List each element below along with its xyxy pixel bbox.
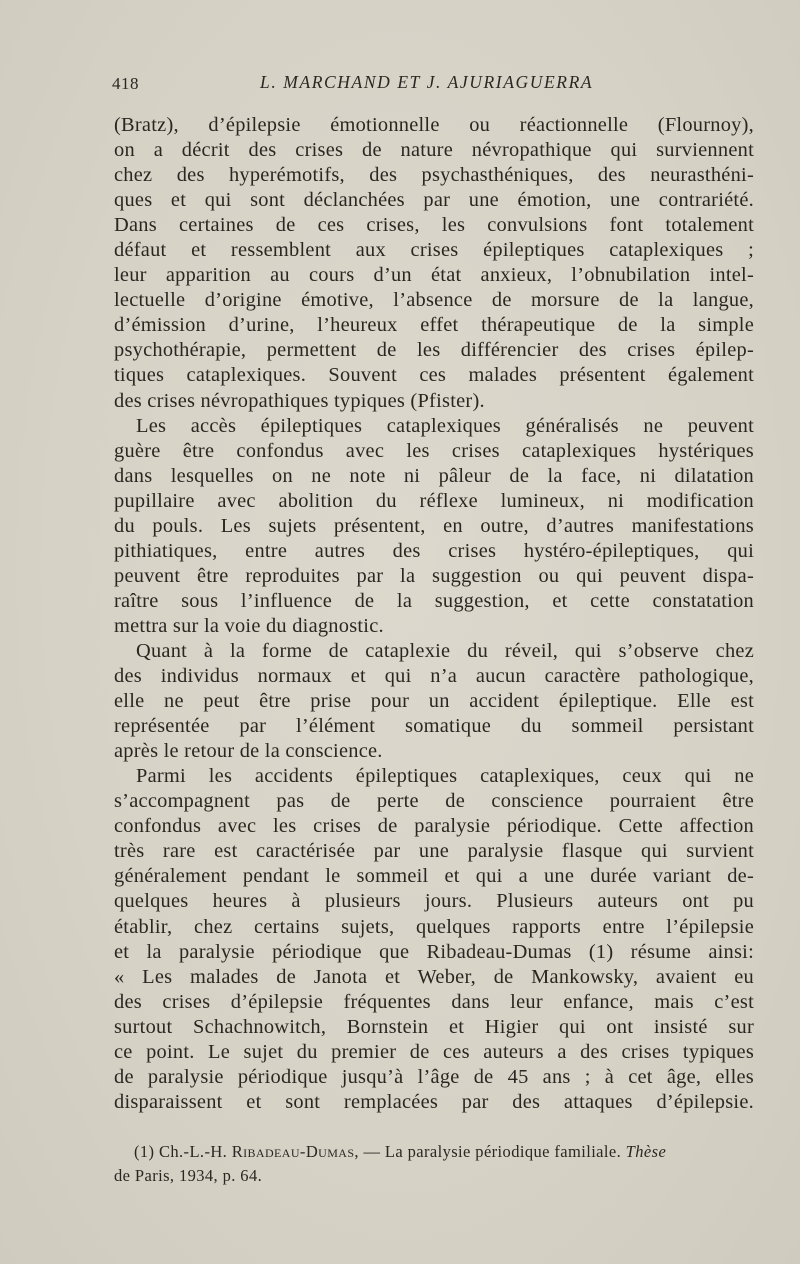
text-line: mettra sur la voie du diagnostic.	[114, 614, 384, 637]
body-text	[114, 113, 754, 1115]
text-line: des individus normaux et qui n’a aucun caractère pathologique,	[114, 665, 754, 688]
footnote-line: de Paris, 1934, p. 64.	[114, 1166, 263, 1185]
text-line: s’accompagnent pas de perte de conscience pourraient être	[114, 790, 754, 813]
text-line: raître sous l’influence de la suggestion, et cette constatation	[114, 589, 754, 612]
text-line: pithiatiques, entre autres des crises hystéro-épileptiques, qui	[114, 539, 754, 562]
footnote-title: , — La paralysie périodique familiale.	[354, 1142, 622, 1161]
text-line: généralement pendant le sommeil et qui a une durée variant de-	[114, 865, 754, 888]
text-line: tiques cataplexiques. Souvent ces malades présentent également	[114, 364, 754, 387]
text-line: du pouls. Les sujets présentent, en outre, d’autres manifestations	[114, 514, 754, 537]
paragraph-start-line: Parmi les accidents épileptiques cataplexiques, ceux qui ne	[136, 765, 754, 788]
footnote-thesis: Thèse	[625, 1142, 667, 1161]
text-line: très rare est caractérisée par une paralysie flasque qui survient	[114, 840, 754, 863]
text-line: ce point. Le sujet du premier de ces auteurs a des crises typiques	[114, 1040, 754, 1063]
text-line: leur apparition au cours d’un état anxieux, l’obnubilation intel-	[114, 264, 754, 287]
text-line: après le retour de la conscience.	[114, 740, 383, 763]
text-line: disparaissent et sont remplacées par des attaques d’épilepsie.	[114, 1090, 754, 1113]
text-line: peuvent être reproduites par la suggestion ou qui peuvent dispa-	[114, 564, 754, 587]
text-line: psychothérapie, permettent de les différencier des crises épilep-	[114, 339, 754, 362]
text-line: elle ne peut être prise pour un accident épileptique. Elle est	[114, 690, 754, 713]
footnote-marker: (1) Ch.-L.-H.	[134, 1142, 228, 1161]
text-line: « Les malades de Janota et Weber, de Mankowsky, avaient eu	[114, 965, 754, 988]
text-line: (Bratz), d’épilepsie émotionnelle ou réactionnelle (Flournoy),	[114, 114, 754, 136]
paragraph-start-line: Les accès épileptiques cataplexiques généralisés ne peuvent	[136, 414, 754, 437]
text-line: représentée par l’élément somatique du sommeil persistant	[114, 715, 754, 738]
text-line: de paralysie périodique jusqu’à l’âge de 45 ans ; à cet âge, elles	[114, 1065, 754, 1088]
text-line: quelques heures à plusieurs jours. Plusieurs auteurs ont pu	[114, 890, 754, 913]
text-line: surtout Schachnowitch, Bornstein et Higier qui ont insisté sur	[114, 1015, 754, 1038]
text-line: lectuelle d’origine émotive, l’absence de morsure de la langue,	[114, 289, 754, 312]
text-line: défaut et ressemblent aux crises épileptiques cataplexiques ;	[114, 239, 754, 262]
page-header	[112, 70, 752, 100]
footnote	[114, 1140, 754, 1188]
text-line: guère être confondus avec les crises cataplexiques hystériques	[114, 439, 754, 462]
text-line: des crises d’épilepsie fréquentes dans leur enfance, mais c’est	[114, 990, 754, 1013]
text-line: chez des hyperémotifs, des psychasthéniques, des neurasthéni-	[114, 164, 754, 187]
footnote-line	[114, 1140, 754, 1164]
running-head: L. MARCHAND ET J. AJURIAGUERRA	[260, 72, 594, 92]
text-line: des crises névropathiques typiques (Pfister).	[114, 389, 485, 412]
text-line: dans lesquelles on ne note ni pâleur de la face, ni dilatation	[114, 464, 754, 487]
text-line: Dans certaines de ces crises, les convulsions font totalement	[114, 214, 754, 237]
text-line: et la paralysie périodique que Ribadeau-Dumas (1) résume ainsi:	[114, 940, 754, 963]
page-number: 418	[112, 74, 139, 93]
text-line: on a décrit des crises de nature névropathique qui surviennent	[114, 139, 754, 162]
text-line: établir, chez certains sujets, quelques rapports entre l’épilepsie	[114, 915, 754, 938]
text-line: confondus avec les crises de paralysie périodique. Cette affection	[114, 815, 754, 838]
text-line: ques et qui sont déclanchées par une émotion, une contrariété.	[114, 189, 754, 212]
paragraph-start-line: Quant à la forme de cataplexie du réveil, qui s’observe chez	[136, 639, 754, 662]
text-line: pupillaire avec abolition du réflexe lumineux, ni modification	[114, 489, 754, 512]
footnote-author: Ribadeau-Dumas	[231, 1142, 355, 1161]
text-line: d’émission d’urine, l’heureux effet thérapeutique de la simple	[114, 314, 754, 337]
